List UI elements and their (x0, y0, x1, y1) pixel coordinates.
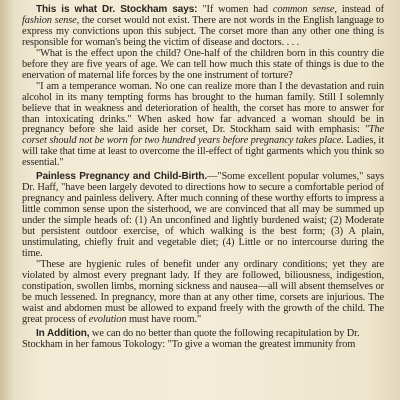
section-heading: In Addition, (36, 327, 90, 339)
paragraph-heading: This is what Dr. Stockham says: (36, 4, 198, 15)
paragraph-hygienic-rules: "These are hygienic rules of benefit under any ordinary conditions; yet they are violated by almost every pregnant lady. If they are followed, biliousness, indigestion, constipation, swollen limbs, morning sickness and nausea—all will absent themselves or be much lessened. In pregnancy, more than at any other time, corsets are injurious. The waist and abdomen must be allowed to expand freely with the growth of the child. The great process of evolution must have room." (22, 258, 384, 325)
paragraph-painless-pregnancy: Painless Pregnancy and Child-Birth.—"Some excellent popular volumes," says Dr. Haff, "have been largely devoted to directions how to secure a comfortable period of pregnancy and painless delivery. After much conning of these worthy efforts to impress a little common sense upon the sisterhood, we are convinced that all may be summed up under the simple heads of: (1) An unconfined and lightly burdened waist; (2) Moderate but persistent outdoor exercise, of which walking is the best form; (3) A plain, unstimulating, chiefly fruit and vegetable diet; (4) Little or no intercourse during the time. (22, 171, 384, 259)
section-heading: Painless Pregnancy and Child-Birth. (36, 171, 208, 183)
paragraph-in-addition: In Addition, we can do no better than quote the following recapitulation by Dr. Stockham in her famous Tokology: "To give a woman the greatest immunity from (22, 327, 360, 350)
page-text (22, 5, 384, 351)
paragraph-stockham-corset: This is what Dr. Stockham says: "If women had common sense, instead of fashion sense, the corset would not exist. There are not words in the English language to express my convictions upon this subject. The corset more than any other one thing is responsible for woman's being the victim of disease and doctors. . . . (22, 4, 384, 48)
paragraph-temperance: "I am a temperance woman. No one can realize more than I the devastation and ruin alcohol in its many tempting forms has brought to the human family. Still I solemnly believe that in weakness and deterioration of health, the corset has more to answer for than intoxicating drinks." When asked how far advanced a woman should be in pregnancy before she laid aside her corset, Dr. Stockham said with emphasis: "The corset should not be worn for two hundred years before pregnancy takes place. Ladies, it will take that time at least to overcome the ill-effect of tight garments which you think so essential." (22, 80, 385, 169)
paragraph-child-effect: "What is the effect upon the child? One-half of the children born in this country die before they are five years of age. We can tell how much this state of things is due to the enervation of maternal life forces by the one instrument of torture? (22, 47, 384, 81)
